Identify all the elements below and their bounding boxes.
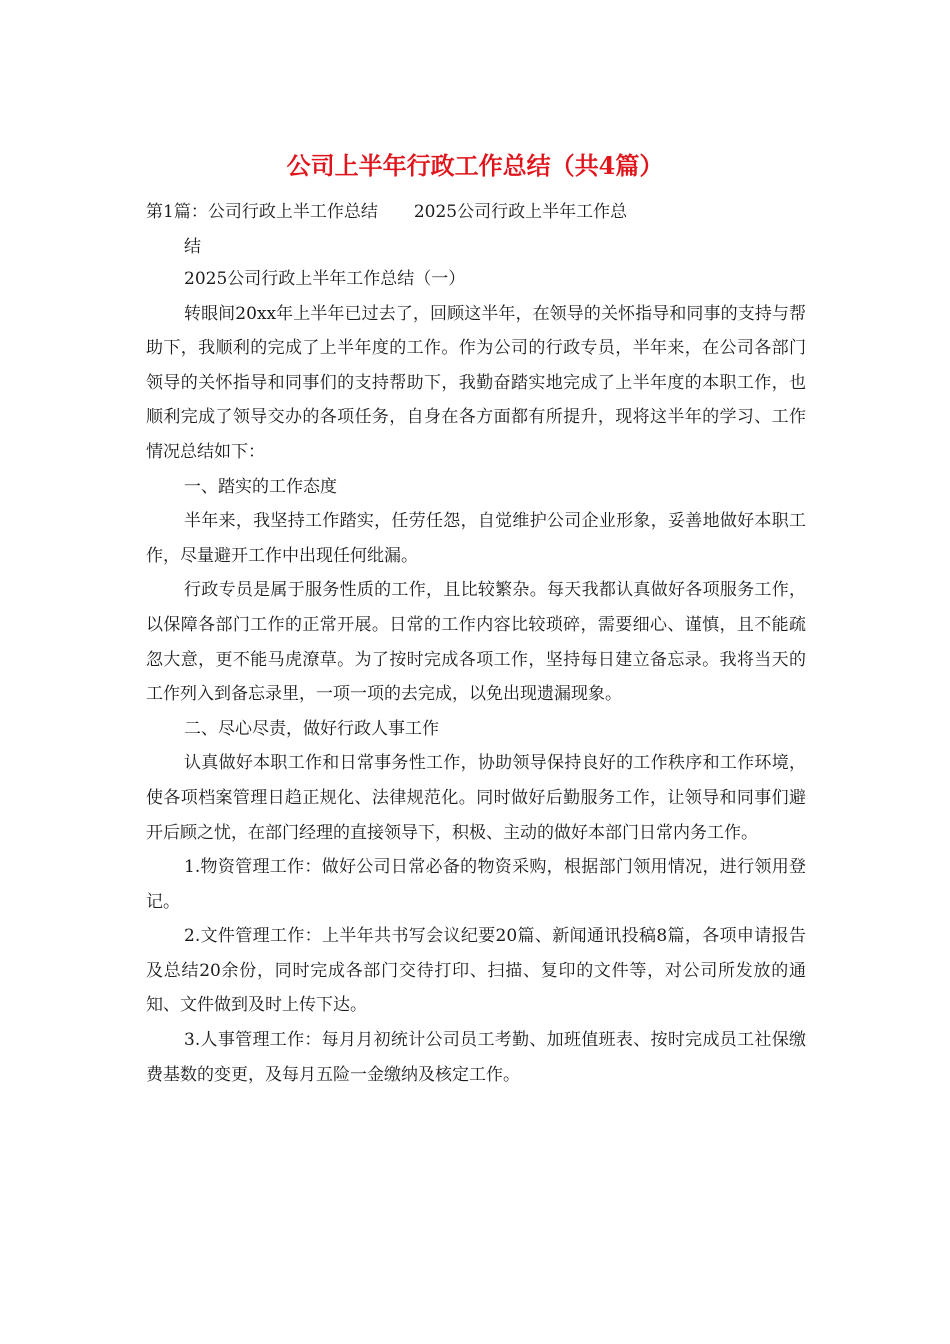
part-subtitle-continued: 结 bbox=[184, 237, 201, 257]
section-heading: 二、尽心尽责，做好行政人事工作 bbox=[184, 718, 439, 739]
section-heading: 2025公司行政上半年工作总结（一） bbox=[184, 269, 466, 289]
list-item: 2.文件管理工作：上半年共书写会议纪要20篇、新闻通讯投稿8篇，各项申请报告及总结20余份，同时完成各部门交待打印、扫描、复印的文件等，对公司所发放的通知、文件做到及时上传下达。 bbox=[146, 926, 806, 1016]
document-title: 公司上半年行政工作总结（共4篇） bbox=[286, 151, 664, 180]
part-label: 第1篇：公司行政上半工作总结 bbox=[146, 202, 378, 222]
list-item: 1.物资管理工作：做好公司日常必备的物资采购，根据部门领用情况，进行领用登记。 bbox=[146, 857, 806, 912]
paragraph: 半年来，我坚持工作踏实，任劳任怨，自觉维护公司企业形象，妥善地做好本职工作，尽量避开工作中出现任何纰漏。 bbox=[146, 511, 806, 566]
document-body bbox=[146, 262, 806, 1092]
part-header bbox=[146, 198, 627, 226]
part-subtitle: 2025公司行政上半年工作总 bbox=[413, 202, 628, 222]
list-item: 3.人事管理工作：每月月初统计公司员工考勤、加班值班表、按时完成员工社保缴费基数的变更，及每月五险一金缴纳及核定工作。 bbox=[146, 1030, 806, 1085]
paragraph: 认真做好本职工作和日常事务性工作，协助领导保持良好的工作秩序和工作环境，使各项档案管理日趋正规化、法律规范化。同时做好后勤服务工作，让领导和同事们避开后顾之忧，在部门经理的直接领导下，积极、主动的做好本部门日常内务工作。 bbox=[146, 753, 806, 843]
section-heading: 一、踏实的工作态度 bbox=[184, 476, 337, 497]
paragraph: 转眼间20xx年上半年已过去了，回顾这半年，在领导的关怀指导和同事的支持与帮助下，我顺利的完成了上半年度的工作。作为公司的行政专员，半年来，在公司各部门领导的关怀指导和同事们的支持帮助下，我勤奋踏实地完成了上半年度的本职工作，也顺利完成了领导交办的各项任务，自身在各方面都有所提升，现将这半年的学习、工作情况总结如下： bbox=[146, 303, 806, 462]
paragraph: 行政专员是属于服务性质的工作，且比较繁杂。每天我都认真做好各项服务工作，以保障各部门工作的正常开展。日常的工作内容比较琐碎，需要细心、谨慎，且不能疏忽大意，更不能马虎潦草。为了按时完成各项工作，坚持每日建立备忘录。我将当天的工作列入到备忘录里，一项一项的去完成，以免出现遗漏现象。 bbox=[146, 580, 806, 705]
